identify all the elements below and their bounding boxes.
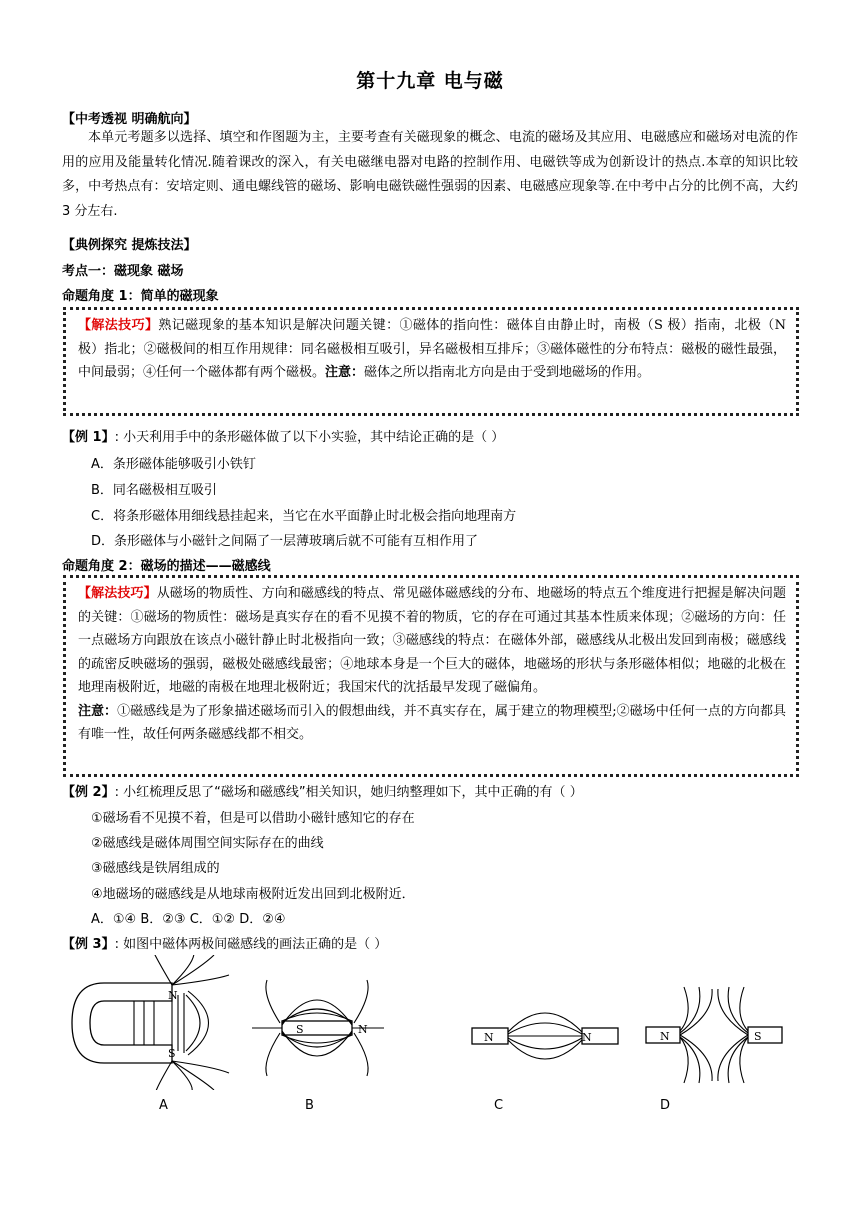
overview-paragraph: 本单元考题多以选择、填空和作图题为主，主要考查有关磁现象的概念、电流的磁场及其应用、电磁感应和磁场对电流的作用的应用及能量转化情况.随着课改的深入，有关电磁继电器对电路的控制作用、电磁铁等成为创新设计的热点.本章的知识比较多，中考热点有：安培定则、通电螺线管的磁场、影响电磁铁磁性强弱的因素、电磁感应现象等.在中考中占分的比例不高，大约 3 分左右.: [62, 130, 798, 219]
figure-b-bar-magnet: [252, 975, 387, 1080]
statement-4: ④地磁场的磁感线是从地球南极附近发出回到北极附近．: [91, 887, 415, 902]
tip-text: 熟记磁现象的基本知识是解决问题关键：①磁体的指向性：磁体自由静止时，南极（S 极）指南，北极（N 极）指北；②磁极间的相互作用规律：同名磁极相互吸引，异名磁极相互排斥；③磁体磁性的分布特点：磁极的磁性最强，中间最弱；④任何一个磁体都有两个磁极。: [78, 318, 786, 380]
example-label: 【例 1】: [62, 430, 115, 445]
figure-label-c: C: [494, 1098, 504, 1113]
choices-line: A．①④ B．②③ C．①② D．②④: [91, 912, 286, 927]
tip-label: 【解法技巧】: [78, 586, 157, 601]
section-heading-overview: 【中考透视 明确航向】: [62, 112, 197, 127]
pole-s-label: S: [754, 1030, 762, 1043]
question-stem: : 小天利用手中的条形磁体做了以下小实验，其中结论正确的是（ ）: [114, 430, 505, 445]
example-1-question: [62, 426, 504, 445]
chapter-title: 第十九章 电与磁: [356, 70, 504, 92]
angle-heading-2: 命题角度 2：磁场的描述——磁感线: [62, 559, 271, 574]
tip-label: 【解法技巧】: [78, 318, 159, 333]
tip-text: 从磁场的物质性、方向和磁感线的特点、常见磁体磁感线的分布、地磁场的特点五个维度进行把握是解决问题的关键：①磁场的物质性：磁场是真实存在的看不见摸不着的物质，它的存在可通过其基本性质来体现；②磁场的方向：任一点磁场方向跟放在该点小磁针静止时北极指向一致；③磁感线的特点：在磁体外部，磁感线从北极出发回到南极；磁感线的疏密反映磁场的强弱，磁极处磁感线最密；④地球本身是一个巨大的磁体，地磁场的形状与条形磁体相似；地磁的北极在地理南极附近，地磁的南极在地理北极附近；我国宋代的沈括最早发现了磁偏角。: [78, 586, 786, 695]
figure-label-b: B: [305, 1098, 314, 1113]
figure-d-n-s-magnets: [644, 985, 784, 1085]
tip-box-2: [63, 575, 799, 777]
example-label: 【例 3】: [62, 937, 115, 952]
figure-a-u-magnet: [64, 955, 234, 1090]
option-b: B．同名磁极相互吸引: [91, 483, 217, 498]
question-stem: : 如图中磁体两极间磁感线的画法正确的是（ ）: [114, 937, 388, 952]
statement-2: ②磁感线是磁体周围空间实际存在的曲线: [91, 836, 324, 851]
note-label: 注意：: [325, 365, 365, 380]
figure-label-a: A: [159, 1098, 168, 1113]
pole-n-label: N: [660, 1030, 670, 1043]
statement-1: ①磁场看不见摸不着，但是可以借助小磁针感知它的存在: [91, 811, 415, 826]
kaodian-heading: 考点一：磁现象 磁场: [62, 264, 184, 279]
example-label: 【例 2】: [62, 785, 115, 800]
pole-n-label-left: N: [484, 1031, 494, 1044]
option-d: D．条形磁体与小磁针之间隔了一层薄玻璃后就不可能有互相作用了: [91, 534, 479, 549]
example-2-question: [62, 781, 583, 800]
pole-n-label-right: N: [582, 1031, 592, 1044]
pole-n-label: N: [168, 989, 178, 1002]
example-3-question: [62, 933, 387, 952]
note-text: 磁体之所以指南北方向是由于受到地磁场的作用。: [364, 365, 651, 380]
note-label: 注意：: [78, 703, 118, 719]
option-a: A．条形磁体能够吸引小铁钉: [91, 457, 256, 472]
tip-box-1: [63, 307, 799, 416]
section-heading-examples: 【典例探究 提炼技法】: [62, 238, 197, 253]
pole-n-label: N: [358, 1023, 368, 1036]
figure-label-d: D: [660, 1098, 671, 1113]
option-c: C．将条形磁体用细线悬挂起来，当它在水平面静止时北极会指向地理南方: [91, 509, 517, 524]
statement-3: ③磁感线是铁屑组成的: [91, 861, 220, 876]
angle-heading-1: 命题角度 1：简单的磁现象: [62, 289, 219, 304]
question-stem: : 小红梳理反思了“磁场和磁感线”相关知识，她归纳整理如下，其中正确的有（ ）: [114, 785, 583, 800]
pole-s-label: S: [296, 1023, 304, 1036]
note-text: ①磁感线是为了形象描述磁场而引入的假想曲线，并不真实存在，属于建立的物理模型;②磁场中任何一点的方向都具有唯一性，故任何两条磁感线都不相交。: [78, 703, 786, 742]
figure-c-n-n-magnets: [470, 990, 620, 1080]
pole-s-label: S: [168, 1047, 176, 1060]
